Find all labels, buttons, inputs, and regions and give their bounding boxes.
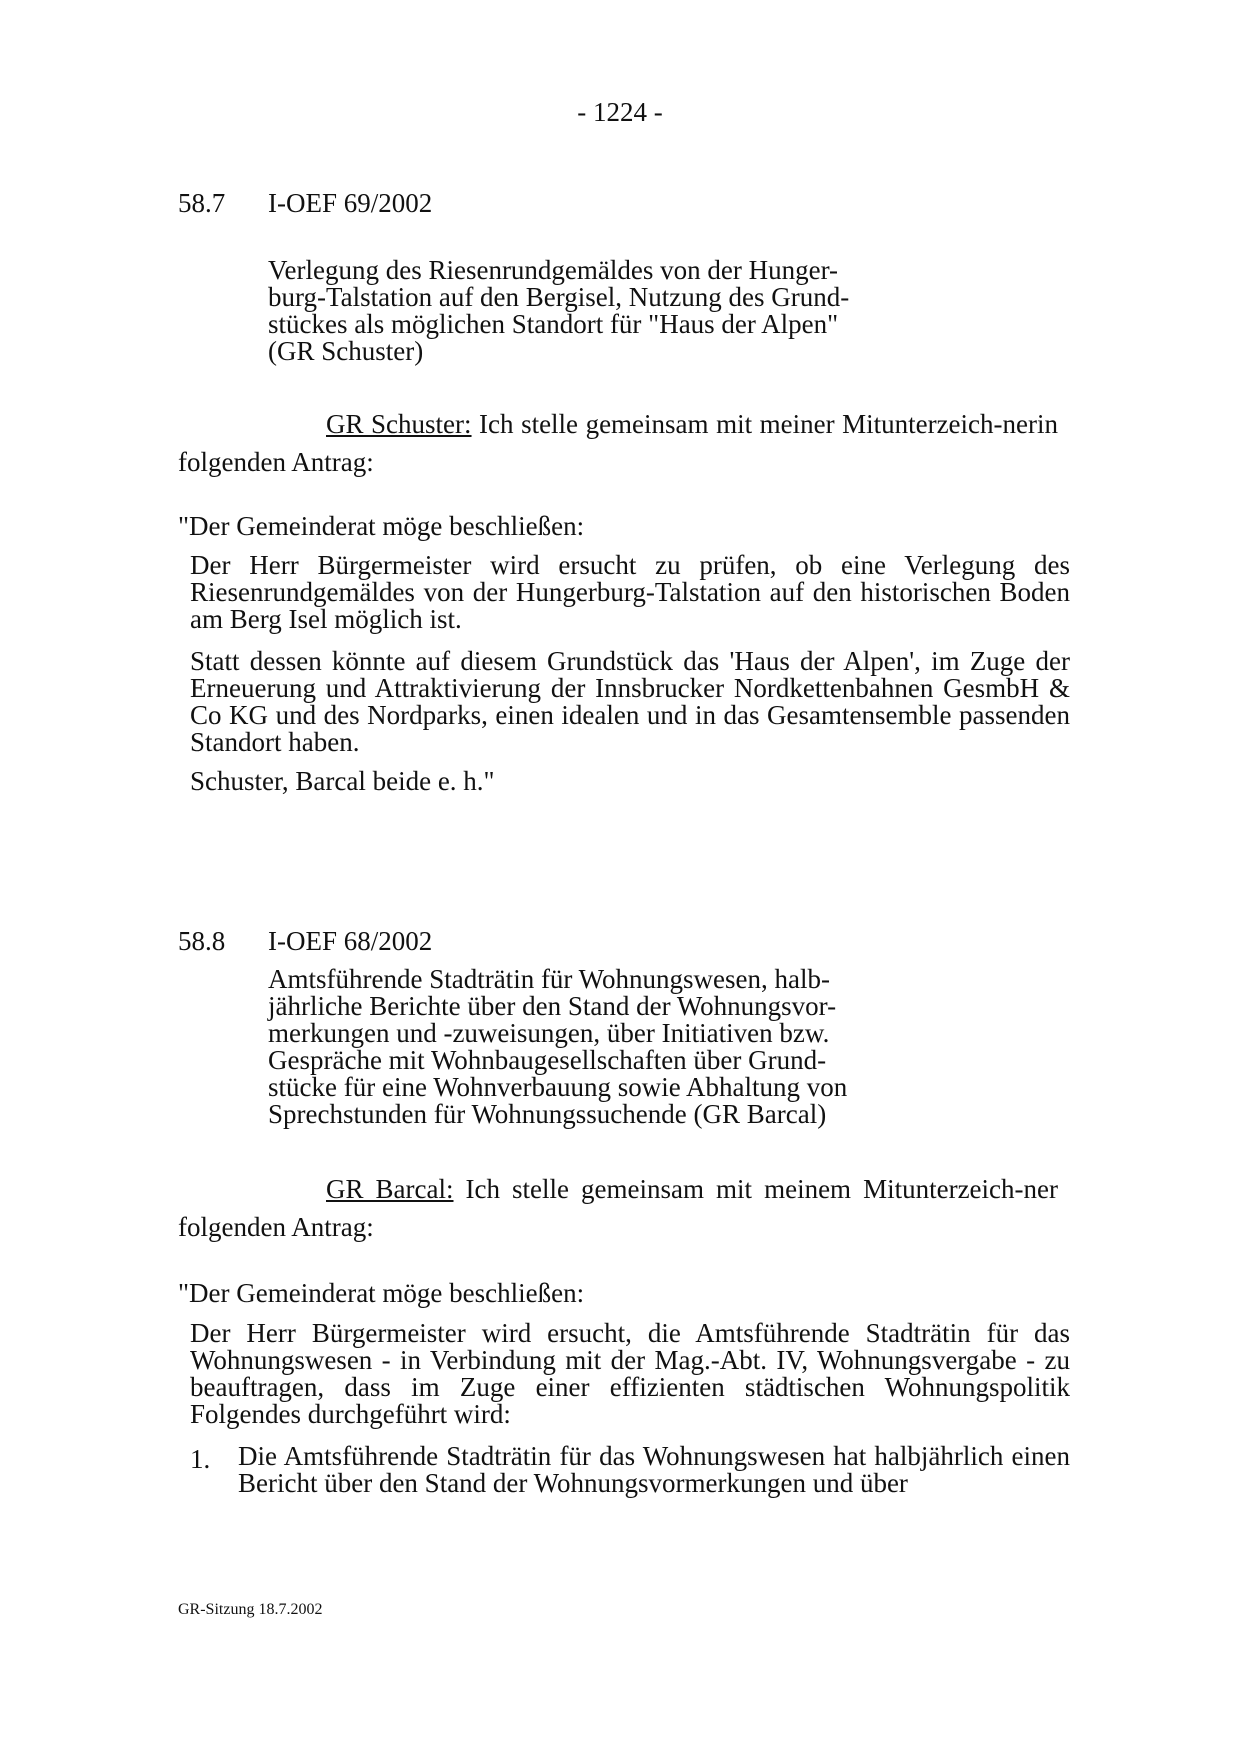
- item-number: 58.7: [178, 188, 226, 218]
- motion-paragraph: Statt dessen könnte auf diesem Grundstück das 'Haus der Alpen', im Zuge der Erneuerung und Attraktivierung der Innsbrucker Nordkettenbahnen GesmbH & Co KG und des Nordparks, einen idealen und in das Gesamtensemble passenden Standort haben.: [190, 646, 1070, 757]
- subject-line: Verlegung des Riesenrundgemäldes von der Hunger-: [268, 255, 839, 285]
- list-number: 1.: [190, 1444, 211, 1474]
- subject-line: stückes als möglichen Standort für "Haus der Alpen": [268, 309, 839, 339]
- subject-line: Amtsführende Stadträtin für Wohnungswesen, halb-: [268, 964, 830, 994]
- motion-paragraph: Der Herr Bürgermeister wird ersucht, die Amtsführende Stadträtin für das Wohnungswesen - in Verbindung mit der Mag.-Abt. IV, Wohnungsvergabe - zu beauftragen, dass im Zuge einer effizienten städtischen Wohnungspolitik Folgendes durchgeführt wird:: [190, 1318, 1070, 1429]
- speaker-name: GR Barcal:: [326, 1174, 454, 1204]
- motion-intro: "Der Gemeinderat möge beschließen:: [178, 1278, 585, 1308]
- speech-paragraph: [178, 405, 1058, 481]
- page-number: - 1224 -: [577, 97, 663, 127]
- motion-intro: "Der Gemeinderat möge beschließen:: [178, 511, 585, 541]
- speech-paragraph: [178, 1170, 1058, 1246]
- subject-line: jährliche Berichte über den Stand der Wohnungsvor-: [268, 991, 837, 1021]
- speech-text: Ich stelle gemeinsam mit meinem Mitunterzeich-ner folgenden Antrag:: [178, 1174, 1058, 1242]
- subject-line: (GR Schuster): [268, 336, 424, 366]
- footer: GR-Sitzung 18.7.2002: [178, 1601, 323, 1618]
- subject-line: merkungen und -zuweisungen, über Initiativen bzw.: [268, 1018, 830, 1048]
- speaker-name: GR Schuster:: [326, 409, 472, 439]
- motion-paragraph: Der Herr Bürgermeister wird ersucht zu prüfen, ob eine Verlegung des Riesenrundgemäldes von der Hungerburg-Talstation auf den historischen Boden am Berg Isel möglich ist.: [190, 550, 1070, 634]
- item-subject: [268, 966, 912, 1128]
- item-subject: [268, 257, 912, 365]
- motion-signature: Schuster, Barcal beide e. h.": [190, 766, 495, 796]
- subject-line: stücke für eine Wohnverbauung sowie Abhaltung von: [268, 1072, 848, 1102]
- item-code: I-OEF 69/2002: [268, 188, 433, 218]
- item-number: 58.8: [178, 926, 226, 956]
- subject-line: Gespräche mit Wohnbaugesellschaften über Grund-: [268, 1045, 827, 1075]
- subject-line: burg-Talstation auf den Bergisel, Nutzung des Grund-: [268, 282, 850, 312]
- list-text: Die Amtsführende Stadträtin für das Wohnungswesen hat halbjährlich einen Bericht über den Stand der Wohnungsvormerkungen und über: [238, 1441, 1070, 1498]
- subject-line: Sprechstunden für Wohnungssuchende (GR Barcal): [268, 1099, 827, 1129]
- item-code: I-OEF 68/2002: [268, 926, 433, 956]
- speech-text: Ich stelle gemeinsam mit meiner Mitunterzeich-nerin folgenden Antrag:: [178, 409, 1058, 477]
